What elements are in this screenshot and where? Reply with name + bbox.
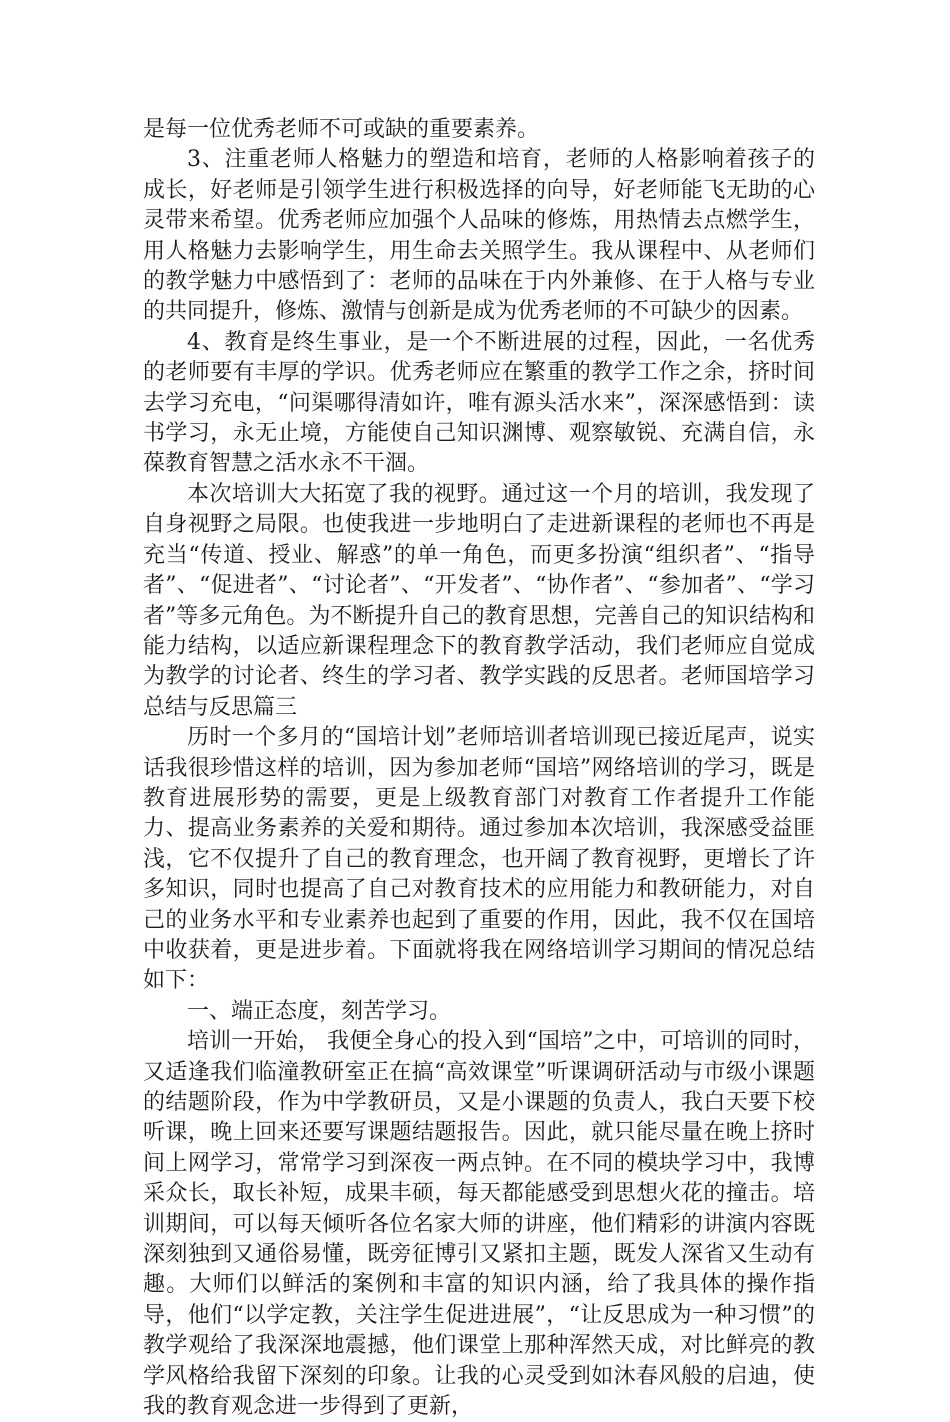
section-heading: 一、端正态度，刻苦学习。	[187, 998, 452, 1024]
paragraph-5: 历时一个多月的“国培计划”老师培训者培训现已接近尾声，说实话我很珍惜这样的培训，因为参加老师“国培”网络培训的学习，既是教育进展形势的需要，更是上级教育部门对教育工作者提升工作能力、提高业务素养的关爱和期待。通过参加本次培训，我深感受益匪浅，它不仅提升了自己的教育理念，也开阔了教育视野，更增长了许多知识，同时也提高了自己对教育技术的应用能力和教研能力，对自己的业务水平和专业素养也起到了重要的作用，因此，我不仅在国培中收获着，更是进步着。下面就将我在网络培训学习期间的情况总结如下：	[143, 725, 815, 994]
paragraph-4: 本次培训大大拓宽了我的视野。通过这一个月的培训，我发现了自身视野之局限。也使我进一步地明白了走进新课程的老师也不再是充当“传道、授业、解惑”的单一角色，而更多扮演“组织者”、“指导者”、“促进者”、“讨论者”、“开发者”、“协作者”、“参加者”、“学习者”等多元角色。为不断提升自己的教育思想，完善自己的知识结构和能力结构，以适应新课程理念下的教育教学活动，我们老师应自觉成为教学的讨论者、终生的学习者、教学实践的反思者。老师国培学习总结与反思篇三	[143, 481, 815, 720]
paragraph-1: 是每一位优秀老师不可或缺的重要素养。	[143, 117, 540, 142]
paragraph-3: 4、教育是终生事业，是一个不断进展的过程，因此，一名优秀的老师要有丰厚的学识。优秀老师应在繁重的教学工作之余，挤时间去学习充电，“问渠哪得清如许，唯有源头活水来”，深深感悟到：读书学习，永无止境，方能使自己知识渊博、观察敏锐、充满自信，永葆教育智慧之活水永不干涸。	[143, 329, 815, 477]
paragraph-2: 3、注重老师人格魅力的塑造和培育，老师的人格影响着孩子的成长，好老师是引领学生进行积极选择的向导，好老师能飞无助的心灵带来希望。优秀老师应加强个人品味的修炼，用热情去点燃学生，用人格魅力去影响学生，用生命去关照学生。我从课程中、从老师们的教学魅力中感悟到了：老师的品味在于内外兼修、在于人格与专业的共同提升，修炼、激情与创新是成为优秀老师的不可缺少的因素。	[143, 147, 815, 325]
paragraph-6: 培训一开始， 我便全身心的投入到“国培”之中，可培训的同时，又适逢我们临潼教研室正在搞“高效课堂”听课调研活动与市级小课题的结题阶段，作为中学教研员，又是小课题的负责人，我白天要下校听课，晚上回来还要写课题结题报告。因此，就只能尽量在晚上挤时间上网学习，常常学习到深夜一两点钟。在不同的模块学习中，我博采众长，取长补短，成果丰硕，每天都能感受到思想火花的撞击。培训期间，可以每天倾听各位名家大师的讲座，他们精彩的讲演内容既深刻独到又通俗易懂，既旁征博引又紧扣主题，既发人深省又生动有趣。大师们以鲜活的案例和丰富的知识内涵，给了我具体的操作指导，他们“以学定教，关注学生促进进展”，“让反思成为一种习惯”的教学观给了我深深地震撼，他们课堂上那种浑然天成，对比鲜亮的教学风格给我留下深刻的印象。让我的心灵受到如沐春风般的启迪，使我的教育观念进一步得到了更新，	[143, 1029, 815, 1420]
document-body	[143, 115, 815, 1422]
